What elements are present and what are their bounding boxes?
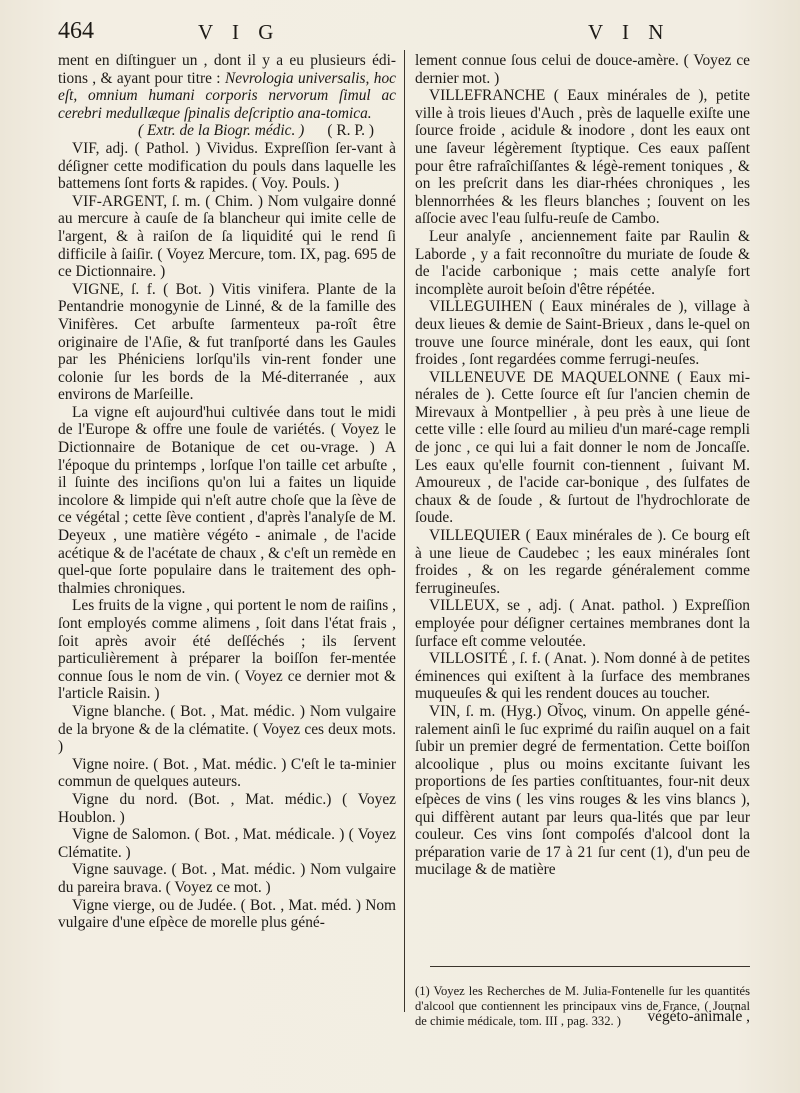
work-title: Nevrologia universalis, hoc eſt, omnium humani corporis nervorum ſimul ac cerebri medullæque ſpinalis deſcriptio ana-tomica. — [58, 69, 396, 122]
entry-vigne-noire: Vigne noire. ( Bot. , Mat. médic. ) C'eſt le ta-minier commun de quelques auteurs. — [58, 755, 396, 791]
footnote: (1) Voyez les Recherches de M. Julia-Fontenelle ſur les quantités d'alcool que contiennent les principaux vins de France, ( Journal de chimie médicale, tom. III , pag. 332. ) — [415, 983, 750, 1028]
entry-vigne-para-2: La vigne eſt aujourd'hui cultivée dans tout le midi de l'Europe & offre une foule de variétés. ( Voyez le Dictionnaire de Botanique de cet ou-vrage. ) A l'époque du printemps , lorſque l'on taille cet arbuſte , il ſuinte des inciſions qu'on lui a faites un liquide incolore & limpide qui n'eſt autre choſe que la ſève de ce végétal ; cette ſève contient , d'après l'analyſe de M. Deyeux , une matière végéto - animale , de l'acide acétique & de l'acétate de chaux , & c'eſt un remède en quel-que ſorte populaire dans le traitement des oph-thalmies chroniques. — [58, 403, 396, 597]
page-header — [58, 18, 770, 50]
entry-villosite: VILLOSITÉ , ſ. f. ( Anat. ). Nom donné à de petites éminences qui exiſtent à la ſurface des membranes muqueuſes & qui les rendent douces au toucher. — [415, 650, 750, 703]
entry-villeux: VILLEUX, se , adj. ( Anat. pathol. ) Expreſſion employée pour déſigner certaines membranes dont la ſurface eſt comme veloutée. — [415, 597, 750, 650]
entry-vin: VIN, ſ. m. (Hyg.) Οἶνος, vinum. On appelle géné-ralement ainſi le ſuc exprimé du raiſin auquel on a fait ſubir un premier degré de fermentation. Cette boiſſon alcoolique , plus ou moins excitante ſuivant les proportions de ſes parties conſtituantes, four-nit deux eſpèces de vins ( les vins rouges & les vins blancs ), qui diffèrent autant par leurs qua-lités que par leur couleur. Ces vins ſont compoſés d'alcool dont la préparation varie de 17 à 21 ſur cent (1), d'un peu de mucilage & de matière — [415, 702, 750, 879]
entry-vigne-sauvage: Vigne sauvage. ( Bot. , Mat. médic. ) Nom vulgaire du pareira brava. ( Voyez ce mot. ) — [58, 861, 396, 896]
entry-vif: VIF, adj. ( Pathol. ) Vividus. Expreſſion ſer-vant à déſigner cette modification du pouls dans laquelle les battemens ſont forts & rapides. ( Voy. Pouls. ) — [58, 139, 396, 193]
entry-vigne-vierge: Vigne vierge, ou de Judée. ( Bot. , Mat. méd. ) Nom vulgaire d'une eſpèce de morelle plus géné- — [58, 896, 396, 932]
author-signature: ( R. P. ) — [327, 122, 374, 140]
column-divider — [404, 50, 405, 1012]
left-column — [58, 52, 396, 932]
entry-villequier: VILLEQUIER ( Eaux minérales de ). Ce bourg eſt à une lieue de Caudebec ; les eaux minérales ſont froides , & on les regarde généralement comme ferrugineuſes. — [415, 527, 750, 597]
entry-villeguihen: VILLEGUIHEN ( Eaux minérales de ), village à deux lieues & demie de Saint-Brieux , dans le-quel on trouve une ſource minérale, dont les eaux, qui ſont froides , ſont regardées comme ferrugi-neuſes. — [415, 298, 750, 369]
entry-vigne-para-3: Les fruits de la vigne , qui portent le nom de raiſins , ſont employés comme alimens , ſoit dans l'état frais , ſoit après avoir été deſſéchés ; ils ſervent particulièrement à préparer la boiſſon fer-mentée connue ſous le nom de vin. ( Voyez ce dernier mot & l'article Raisin. ) — [58, 597, 396, 703]
entry-vigne: VIGNE, ſ. f. ( Bot. ) Vitis vinifera. Plante de la Pentandrie monogynie de Linné, & de la famille des Vinifères. Cet arbuſte ſarmenteux pa-roît être originaire de l'Aſie, & fut tranſporté dans les Gaules par les Phéniciens lorſqu'ils vin-rent fonder une colonie ſur les bords de la Mé-diterranée , aux environs de Marſeille. — [58, 280, 396, 404]
continued-text: ment en diſtinguer un , dont il y a eu plusieurs édi-tions , & ayant pour titre : Nevrologia universalis, hoc eſt, omnium humani corporis nervorum ſimul ac cerebri medullæque ſpinalis deſcriptio ana-tomica. — [58, 52, 396, 122]
catchword: végéto-animale , — [647, 1008, 750, 1025]
source-line: ( Extr. de la Biogr. médic. ) ( R. P. ) — [138, 122, 374, 140]
continued-text-right: lement connue ſous celui de douce-amère. ( Voyez ce dernier mot. ) — [415, 52, 750, 87]
running-head-right: V I N — [588, 20, 671, 44]
entry-villefranche-para-2: Leur analyſe , anciennement faite par Raulin & Laborde , y a fait reconnoître du muriate de ſoude & de l'acide carbonique ; mais cette analyſe fort incomplète auroit beſoin d'être répétée. — [415, 227, 750, 298]
entry-vigne-du-nord: Vigne du nord. (Bot. , Mat. médic.) ( Voyez Houblon. ) — [58, 790, 396, 826]
entry-vigne-de-salomon: Vigne de Salomon. ( Bot. , Mat. médicale. ) ( Voyez Clématite. ) — [58, 826, 396, 861]
entry-vif-argent: VIF-ARGENT, ſ. m. ( Chim. ) Nom vulgaire donné au mercure à cauſe de ſa blancheur qui imite celle de l'argent, & à raiſon de ſa liquidité qui le rend ſi difficile à ſaiſir. ( Voyez Mercure, tom. IX, pag. 695 de ce Dictionnaire. ) — [58, 192, 396, 281]
page-number: 464 — [58, 18, 94, 44]
entry-villefranche: VILLEFRANCHE ( Eaux minérales de ), petite ville à trois lieues d'Auch , près de laquelle exiſte une ſource froide , acidule & inodore , dont les eaux ont une ſaveur légèrement ſtyptique. Ces eaux paſſent pour être rafraîchiſſantes & légè-rement toniques , & on les preſcrit dans les diar-rhées chroniques , les blennorrhées & les fleurs blanches ; ſouvent on les aſſocie avec l'eau ſulfu-reuſe de Cambo. — [415, 87, 750, 228]
right-column — [415, 52, 750, 879]
entry-villeneuve: VILLENEUVE DE MAQUELONNE ( Eaux mi-nérales de ). Cette ſource eſt ſur l'ancien chemin de Mirevaux à Montpellier , à peu près à une lieue de cette ville : elle ſourd au milieu d'un maré-cage rempli de jonc , ce qui lui a fait donner le nom de Joncaſſe. Les eaux qu'elle fournit con-tiennent , ſuivant M. Amoureux , de l'acide car-bonique , des ſulfates de chaux & de ſoude , & ſurtout de l'hydrochlorate de ſoude. — [415, 368, 750, 527]
entry-vigne-blanche: Vigne blanche. ( Bot. , Mat. médic. ) Nom vulgaire de la bryone & de la clématite. ( Voyez ces deux mots. ) — [58, 702, 396, 756]
footnote-rule — [430, 966, 750, 967]
running-head-left: V I G — [198, 20, 281, 44]
